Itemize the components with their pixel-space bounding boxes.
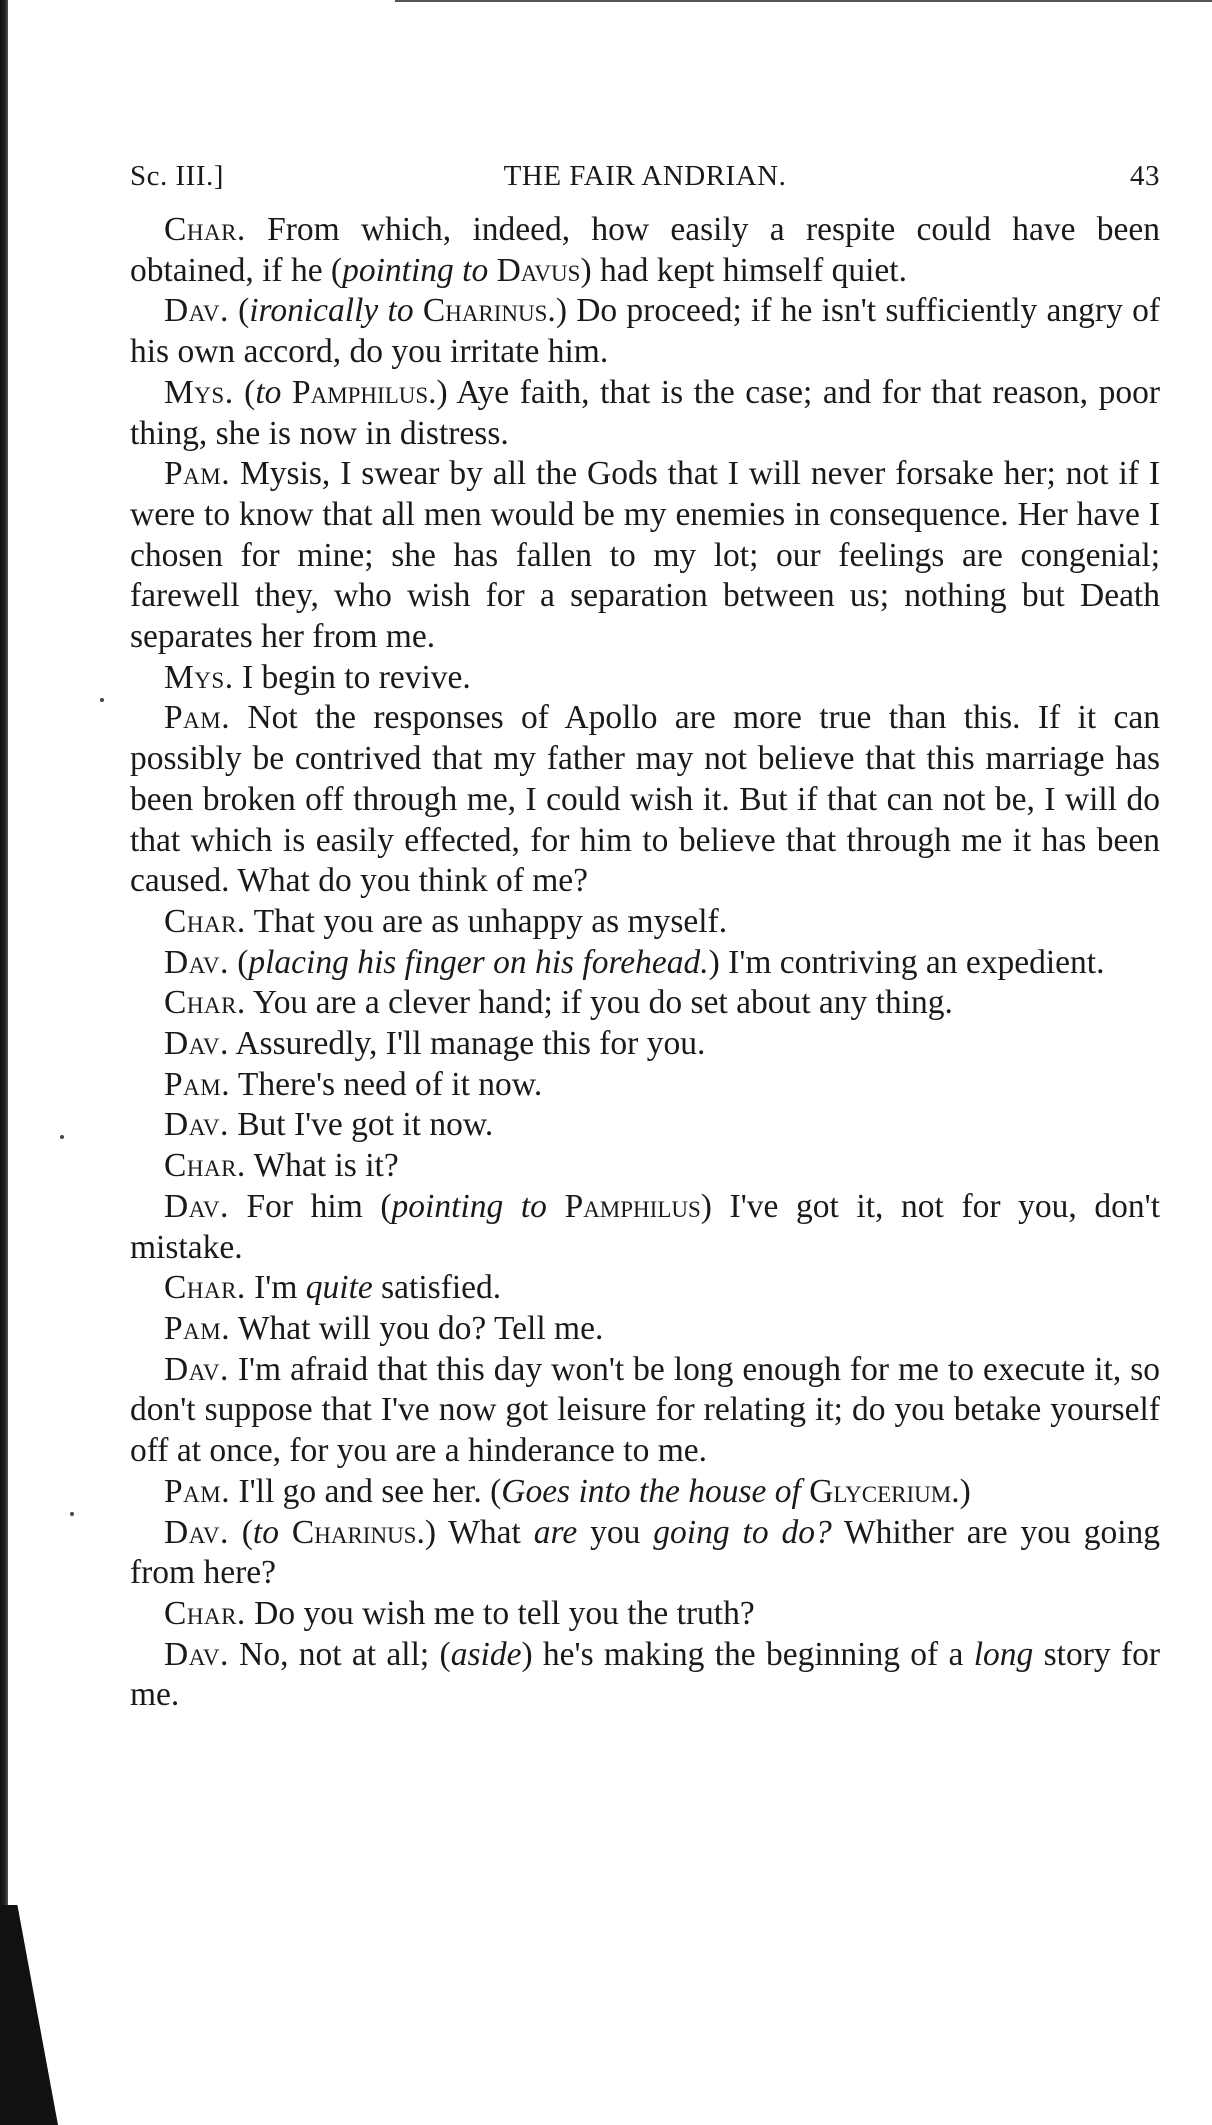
book-spine-shadow	[0, 1905, 58, 2125]
character-name: Pamphilus	[564, 1187, 701, 1225]
speaker-name: Dav.	[164, 1106, 229, 1144]
dialogue-line	[130, 1350, 1160, 1472]
speaker-name: Dav.	[164, 1513, 229, 1551]
stage-direction-text: aside	[450, 1635, 522, 1673]
stage-direction-text: are	[533, 1513, 578, 1551]
speech-text: I begin to revive.	[241, 658, 471, 696]
dialogue-line	[130, 943, 1160, 984]
dialogue-line	[130, 902, 1160, 943]
speech-text: What is it?	[253, 1147, 399, 1185]
speech-text: satisfied.	[372, 1269, 502, 1307]
speech-text	[801, 1473, 809, 1510]
stage-direction-text: quite	[305, 1269, 373, 1307]
speech-text: What will you do? Tell me.	[237, 1309, 604, 1347]
dialogue-line	[130, 698, 1160, 902]
character-name: Glycerium.	[809, 1472, 960, 1510]
speech-text: ) I'm contriving an expedient.	[708, 943, 1105, 981]
dialogue-line	[130, 1635, 1160, 1716]
dialogue-line	[130, 1513, 1160, 1594]
dialogue-line	[130, 1187, 1160, 1268]
speech-text: I'm	[254, 1269, 306, 1307]
stage-direction-text: long	[973, 1635, 1034, 1673]
dialogue-line	[130, 1268, 1160, 1309]
speech-text: ) What	[424, 1513, 534, 1551]
dialogue-line	[130, 1309, 1160, 1350]
speaker-name: Char.	[164, 1594, 246, 1632]
speaker-name: Char.	[164, 1147, 246, 1185]
speech-text: No, not at all; (	[239, 1635, 451, 1673]
book-title: THE FAIR ANDRIAN.	[503, 160, 787, 192]
speaker-name: Dav.	[164, 1187, 229, 1225]
character-name: Charinus.	[422, 292, 556, 330]
speech-text	[279, 1514, 292, 1551]
speech-text: )	[959, 1472, 971, 1510]
speech-text: ) I've got it, not for you, don't mistake.	[130, 1187, 1161, 1266]
speech-text: You are a clever hand; if you do set about any thing.	[252, 984, 953, 1022]
dialogue-line	[130, 1024, 1160, 1065]
speech-text: ) Do proceed; if he isn't sufficiently angry of his own accord, do you irritate him.	[130, 292, 1160, 371]
speaker-name: Pam.	[164, 1309, 231, 1347]
stage-direction-text: going to do?	[653, 1513, 832, 1551]
character-name: Davus	[496, 251, 581, 289]
speech-text: ) he's making the beginning of a	[521, 1635, 974, 1673]
speaker-name: Mys.	[164, 373, 234, 411]
speech-text: There's need of it now.	[237, 1065, 543, 1103]
speech-text: Do you wish me to tell you the truth?	[254, 1594, 755, 1632]
speech-text	[547, 1188, 565, 1225]
stage-direction-text: pointing to	[342, 251, 489, 289]
stage-direction-text: Goes into the house of	[501, 1472, 801, 1510]
speaker-name: Pam.	[164, 1065, 231, 1103]
speech-text	[281, 374, 292, 411]
page-number: 43	[1130, 160, 1160, 192]
dialogue-line	[130, 1065, 1160, 1106]
dialogue-line	[130, 658, 1160, 699]
speech-text: you	[577, 1513, 654, 1551]
speaker-name: Char.	[164, 984, 246, 1022]
speaker-name: Pam.	[164, 699, 231, 737]
page-speck	[60, 1135, 64, 1139]
speech-text: story for me.	[130, 1635, 1161, 1714]
speech-text: ) had kept himself quiet.	[580, 251, 907, 289]
stage-direction-text: placing his finger on his forehead.	[248, 943, 709, 981]
speech-text: Not the responses of Apollo are more true than this. If it can possibly be contrived that my father may not believe that this marriage has been broken off through me, I could wish it. But if that can not be, I will do that which is easily effected, for him to believe that through me it has been caused. What do you think of me?	[130, 699, 1160, 900]
page-top-edge	[395, 0, 1212, 2]
speaker-name: Mys.	[164, 658, 234, 696]
page-speck	[100, 698, 104, 702]
stage-direction-text: to	[255, 373, 282, 411]
speaker-name: Dav.	[164, 1025, 229, 1063]
dialogue-line	[130, 1146, 1160, 1187]
stage-direction-text: ironically to	[249, 292, 414, 330]
stage-direction-text: to	[252, 1513, 279, 1551]
speech-text: For him (	[246, 1187, 392, 1225]
dialogue-line	[130, 210, 1160, 291]
speech-text: (	[241, 1513, 253, 1551]
speech-text	[414, 292, 423, 329]
speech-text: Assuredly, I'll manage this for you.	[235, 1025, 706, 1063]
character-name: Pamphilus.	[291, 373, 437, 411]
dialogue-line	[130, 1472, 1160, 1513]
speech-text: That you are as unhappy as myself.	[253, 902, 728, 940]
speech-text: But I've got it now.	[237, 1106, 494, 1144]
speaker-name: Char.	[164, 211, 246, 248]
page-speck	[70, 1512, 74, 1516]
speaker-name: Dav.	[164, 1635, 229, 1673]
speaker-name: Char.	[164, 1269, 246, 1307]
speaker-name: Dav.	[164, 292, 229, 330]
speech-text: ) Aye faith, that is the case; and for that reason, poor thing, she is now in distress.	[130, 373, 1161, 452]
scene-marker: Sc. III.]	[130, 160, 224, 192]
dialogue-line	[130, 1105, 1160, 1146]
dialogue-line	[130, 983, 1160, 1024]
speaker-name: Pam.	[164, 1472, 231, 1510]
speech-text: I'll go and see her. (	[238, 1472, 502, 1510]
running-header	[130, 140, 1160, 210]
character-name: Charinus.	[291, 1513, 425, 1551]
book-spine-edge	[0, 0, 8, 2125]
dialogue-line	[130, 1594, 1160, 1635]
speaker-name: Dav.	[164, 1350, 229, 1388]
speaker-name: Dav.	[164, 943, 229, 981]
dialogue-line	[130, 454, 1160, 658]
speech-text: (	[244, 373, 256, 411]
dialogue-text	[130, 210, 1160, 1716]
book-page	[130, 140, 1160, 2100]
speech-text: Whither are you going from here?	[130, 1513, 1161, 1592]
speech-text: (	[237, 943, 249, 981]
speaker-name: Char.	[164, 902, 246, 940]
stage-direction-text: pointing to	[391, 1187, 547, 1225]
speech-text: Mysis, I swear by all the Gods that I will never forsake her; not if I were to know that all men would be my enemies in consequence. Her have I chosen for mine; she has fallen to my lot; our feelings are congenial; farewell they, who wish for a separation between us; nothing but Death separates her from me.	[130, 455, 1160, 656]
speech-text: (	[238, 292, 250, 330]
speech-text: I'm afraid that this day won't be long enough for me to execute it, so don't suppose that I've now got leisure for relating it; do you betake yourself off at once, for you are a hinderance to me.	[130, 1350, 1161, 1470]
dialogue-line	[130, 291, 1160, 372]
speech-text	[488, 252, 496, 289]
dialogue-line	[130, 373, 1160, 454]
speaker-name: Pam.	[164, 455, 231, 493]
speech-text: From which, indeed, how easily a respite could have been obtained, if he (	[130, 211, 1160, 289]
